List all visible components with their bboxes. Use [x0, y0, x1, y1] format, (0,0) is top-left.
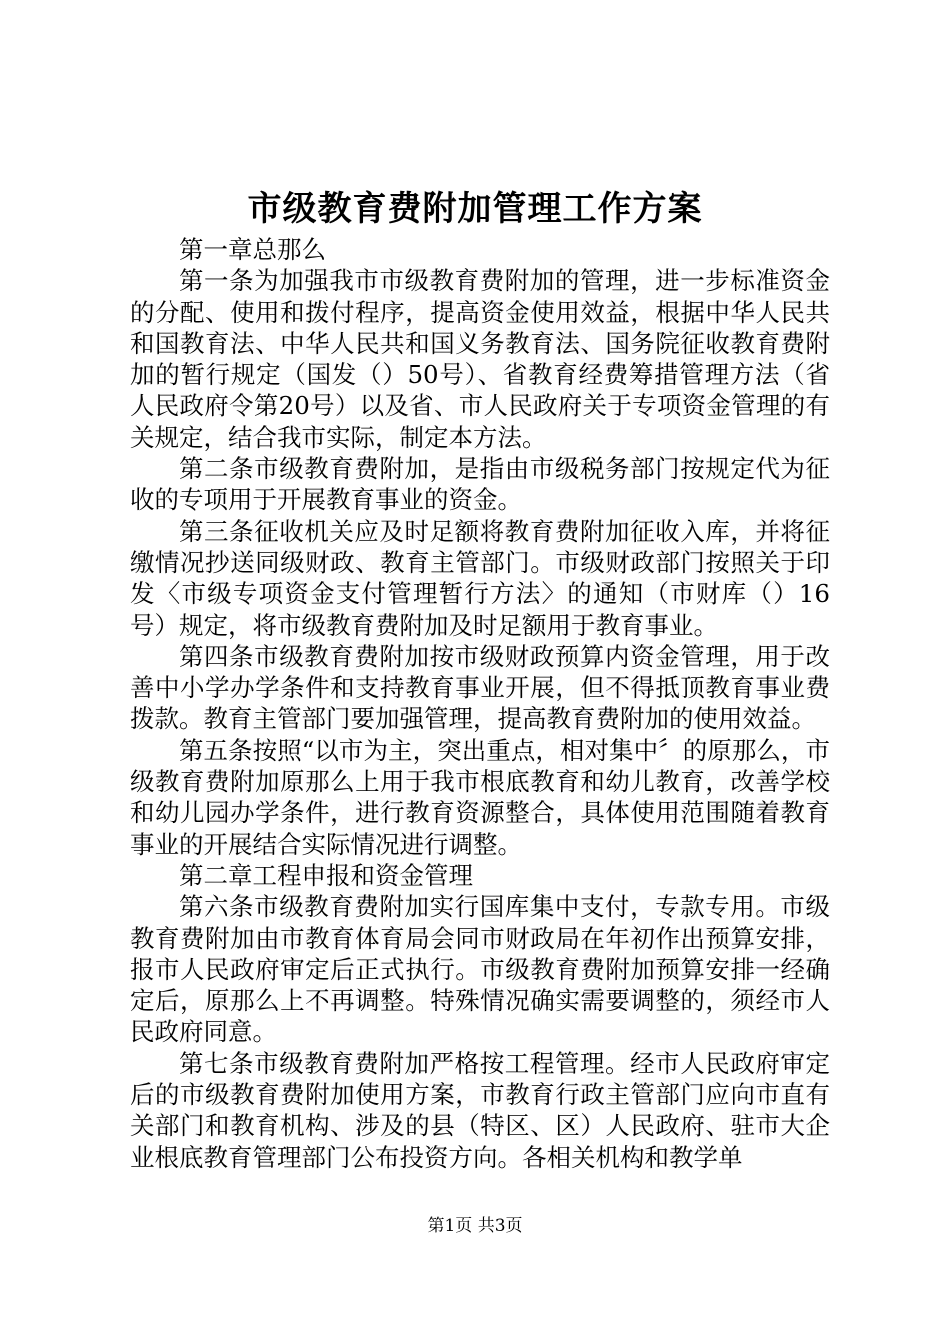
document-body [130, 234, 830, 1173]
paragraph: 第五条按照“以市为主，突出重点，相对集中〞的原那么，市级教育费附加原那么上用于我市根底教育和幼儿教育，改善学校和幼儿园办学条件，进行教育资源整合，具体使用范围随着教育事业的开展结合实际情况进行调整。 [130, 735, 830, 859]
paragraph: 第四条市级教育费附加按市级财政预算内资金管理，用于改善中小学办学条件和支持教育事业开展，但不得抵顶教育事业费拨款。教育主管部门要加强管理，提高教育费附加的使用效益。 [130, 641, 830, 734]
paragraph: 第三条征收机关应及时足额将教育费附加征收入库，并将征缴情况抄送同级财政、教育主管部门。市级财政部门按照关于印发〈市级专项资金支付管理暂行方法〉的通知（市财库（）16号）规定，将市级教育费附加及时足额用于教育事业。 [130, 516, 830, 640]
chapter-heading: 第一章总那么 [179, 235, 326, 264]
paragraph: 第一条为加强我市市级教育费附加的管理，进一步标准资金的分配、使用和拨付程序，提高资金使用效益，根据中华人民共和国教育法、中华人民共和国义务教育法、国务院征收教育费附加的暂行规定（国发（）50号）、省教育经费筹措管理方法（省人民政府令第20号）以及省、市人民政府关于专项资金管理的有关规定，结合我市实际，制定本方法。 [130, 266, 830, 452]
paragraph: 第七条市级教育费附加严格按工程管理。经市人民政府审定后的市级教育费附加使用方案，市教育行政主管部门应向市直有关部门和教育机构、涉及的县（特区、区）人民政府、驻市大企业根底教育管理部门公布投资方向。各相关机构和教学单 [130, 1048, 830, 1172]
chapter-heading: 第二章工程申报和资金管理 [179, 860, 473, 890]
paragraph: 第六条市级教育费附加实行国库集中支付，专款专用。市级教育费附加由市教育体育局会同市财政局在年初作出预算安排，报市人民政府审定后正式执行。市级教育费附加预算安排一经确定后，原那么上不再调整。特殊情况确实需要调整的，须经市人民政府同意。 [130, 892, 830, 1047]
page-number-footer: 第1页 共3页 [427, 1216, 523, 1236]
document-title: 市级教育费附加管理工作方案 [247, 189, 703, 229]
paragraph: 第二条市级教育费附加，是指由市级税务部门按规定代为征收的专项用于开展教育事业的资金。 [130, 454, 830, 515]
